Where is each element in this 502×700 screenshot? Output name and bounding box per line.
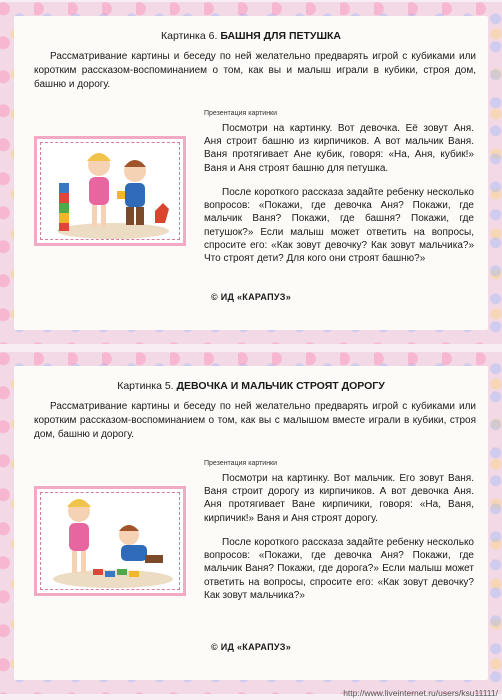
presentation-text: Посмотри на картинку. Вот девочка. Её зовут Аня. Аня строит башню из кирпичиков. А вот мальчик Ваня. Ваня протягивает Ане кубик, говоря: «На, Аня, кубик!» Ваня и Аня строят башню для петушка.	[204, 123, 474, 174]
title-prefix: Картинка 6.	[161, 30, 218, 42]
card-paper	[14, 16, 488, 330]
presentation-text: Посмотри на картинку. Вот мальчик. Его зовут Ваня. Ваня строит дорогу из кирпичиков. А вот девочка Аня. Аня протягивает Ване кирпичики, говоря: «На, Ваня, кирпичик!» Ваня и Аня строят дорогу.	[204, 473, 474, 524]
intro-text: Рассматривание картины и беседу по ней желательно предварять игрой с кубиками или коротким рассказом-воспоминанием о том, как вы и малыш играли в кубики, строя дом, башню и дорогу.	[34, 51, 476, 90]
title-main: БАШНЯ ДЛЯ ПЕТУШКА	[220, 30, 341, 42]
illustration-tower	[34, 136, 186, 246]
source-url-watermark: http://www.liveinternet.ru/users/ksu11111/	[343, 688, 498, 698]
kids-tower-illustration	[37, 139, 183, 243]
card-picture-5	[0, 352, 502, 694]
card-picture-6	[0, 2, 502, 344]
presentation-label: Презентация картинки	[204, 110, 278, 117]
card-title	[14, 30, 488, 42]
presentation-label: Презентация картинки	[204, 460, 278, 467]
copyright: © ИД «КАРАПУЗ»	[210, 292, 291, 302]
card-paper	[14, 366, 488, 680]
questions-text: После короткого рассказа задайте ребенку несколько вопросов: «Покажи, где девочка Аня? Покажи, где мальчик Ваня? Покажи, где дорога?» Если малыш может ответить на вопросы, спросите его: «Как зовут девочку? Как зовут мальчика?»	[204, 537, 474, 601]
kids-road-illustration	[37, 489, 183, 593]
card-title	[14, 380, 488, 392]
title-main: ДЕВОЧКА И МАЛЬЧИК СТРОЯТ ДОРОГУ	[176, 380, 385, 392]
illustration-road	[34, 486, 186, 596]
questions-text: После короткого рассказа задайте ребенку несколько вопросов: «Покажи, где девочка Аня? Покажи, где мальчик Ваня? Покажи, где башня? Покажи, где петушок?» Если малыш может ответить на вопросы, спросите его: «Как зовут девочку? Как зовут мальчика?» Что строят дети? Для кого они строят башню?»	[204, 187, 474, 265]
title-prefix: Картинка 5.	[117, 380, 174, 392]
intro-text: Рассматривание картины и беседу по ней желательно предварять игрой с кубиками или коротким рассказом-воспоминанием о том, как вы с малышом вместе играли в кубики, строя дом, башню и дорогу.	[34, 401, 476, 440]
copyright: © ИД «КАРАПУЗ»	[210, 642, 291, 652]
